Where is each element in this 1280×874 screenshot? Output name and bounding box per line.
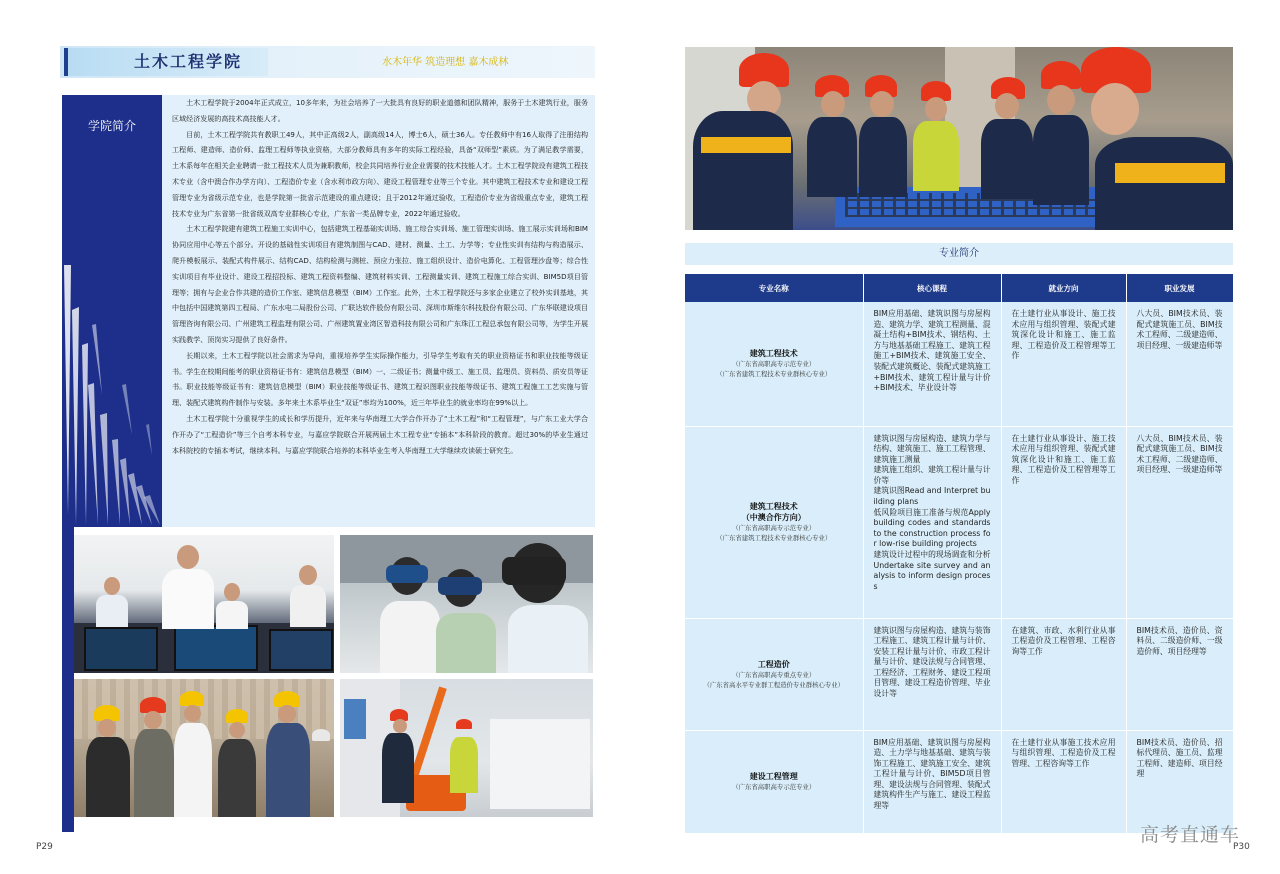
major-name-cell — [685, 730, 863, 833]
column-header: 就业方向 — [1001, 274, 1126, 302]
major-note: （广东省高水平专业群工程造价专业群核心专业） — [703, 680, 845, 689]
major-name: 建筑工程技术 — [749, 502, 798, 511]
major-note: （广东省高职高专示范专业） — [732, 524, 816, 532]
core-courses-cell: 建筑识图与房屋构造、建筑力学与结构、建筑施工、施工工程管理、建筑施工测量 建筑施工组织、建筑工程计量与计价等 建筑识图Read and Interpret building plans 低风险项目施工准备与规范Apply building codes and standards to the construction process for low-rise building projects 建筑设计过程中的现场调查和分析Undertake site survey and analysis to inform design process — [863, 426, 1001, 618]
table-row — [685, 730, 1233, 833]
major-note: （广东省高职高专重点专业） — [732, 670, 816, 679]
motto: 水木年华 筑造理想 嘉木成林 — [382, 57, 509, 68]
major-note: （广东省高职高专示范专业） — [732, 783, 816, 791]
side-panel — [62, 95, 162, 527]
core-courses-cell: 建筑识图与房屋构造、建筑与装饰工程施工、建筑工程计量与计价、安装工程计量与计价、市政工程计量与计价、建设法规与合同管理、工程经济、工程财务、建设工程项目管理、建设工程造价管理、毕业设计等 — [863, 618, 1001, 730]
major-note: （广东省高职高专示范专业） — [732, 360, 816, 369]
career-cell: 八大员、BIM技术员、装配式建筑施工员、BIM技术工程师、二级建造师、项目经理、一级建造师等 — [1126, 426, 1233, 618]
major-name-cell — [685, 426, 863, 618]
table-row — [685, 302, 1233, 426]
career-cell: BIM技术员、造价员、资料员、二级造价师、一级造价师、项目经理等 — [1126, 618, 1233, 730]
page-number: P30 — [1233, 842, 1250, 852]
career-cell: 八大员、BIM技术员、装配式建筑施工员、BIM技术工程师、二级建造师、项目经理、一级建造师等 — [1126, 302, 1233, 426]
major-name: 建设工程管理 — [749, 772, 798, 781]
major-name: 建筑工程技术 — [749, 349, 798, 359]
column-header: 核心课程 — [863, 274, 1001, 302]
intro-paragraph: 土木工程学院十分重视学生的成长和学历提升，近年来与华南理工大学合作开办了“土木工程”和“工程管理”，与广东工业大学合作开办了“工程造价”等三个自考本科专业，与嘉应学院联合开展两届土木工程专业“专插本”本科阶段的教育。超过30%的毕业生通过本科院校的专插本考试，继续本科。与嘉应学院联合培养的本科毕业生考入华南理工大学继续攻读硕士研究生。 — [172, 413, 588, 455]
photo-vr-training — [340, 535, 593, 673]
employment-cell: 在土建行业从事施工技术应用与组织管理、工程造价及工程管理、工程咨询等工作 — [1001, 730, 1126, 833]
hero-photo-workers — [685, 47, 1233, 230]
photo-crane-training — [340, 679, 593, 817]
employment-cell: 在建筑、市政、水利行业从事工程造价及工程管理、工程咨询等工作 — [1001, 618, 1126, 730]
college-title: 土木工程学院 — [133, 52, 242, 71]
employment-cell: 在土建行业从事设计、施工技术应用与组织管理、装配式建筑深化设计和施工、施工监理、工程造价及工程管理等工作 — [1001, 426, 1126, 618]
intro-text — [172, 95, 588, 525]
table-row — [685, 618, 1233, 730]
intro-paragraph: 土木工程学院于2004年正式成立，10多年来，为社会培养了一大批具有良好的职业道德和团队精神，服务于土木建筑行业，服务区域经济发展的高技术高技能人才。 — [172, 98, 588, 123]
major-direction: （中澳合作方向） — [741, 513, 806, 522]
majors-table — [685, 274, 1234, 834]
decorative-ray-graphic — [62, 95, 162, 527]
column-header: 职业发展 — [1126, 274, 1233, 302]
intro-paragraph: 长期以来，土木工程学院以社会需求为导向，重视培养学生实际操作能力，引导学生考取有关的职业资格证书和职业技能等级证书。学生在校期间能考的职业资格证书有：建筑信息模型（BIM）一、二级证书；测量中级工、施工员、监理员、资料员、质安员等证书。职业技能等级证书有：建筑信息模型（BIM）职业技能等级证书、建筑工程识图职业技能等级证书、建筑工程施工工艺实施与管理、装配式建筑构件制作与安装。多年来土木系毕业生“双证”率均为100%，近三年毕业生的就业率均在99%以上。 — [172, 350, 588, 408]
photo-site-visit — [74, 679, 334, 817]
intro-paragraph: 目前，土木工程学院共有教职工49人，其中正高级2人，副高级14人，博士6人，硕士36人。专任教师中有16人取得了注册结构工程师、建造师、造价师、监理工程师等执业资格，大部分教师具有多年的实际工程经验，具备“双师型”素质。为了满足教学需要，土木系每年在相关企业聘请一批工程技术人员为兼职教师，校企共同培养行业企业需要的技术技能人才。土木工程学院设有建筑工程技术专业（含中澳合作办学方向）、工程造价专业（含水利市政方向）、建设工程管理专业等三个专业。其中建筑工程技术专业和建设工程管理专业为省级示范专业，也是学院第一批省示范建设的重点建设；且于2012年通过验收，工程造价专业为省级重点专业，建筑工程技术专业为广东省第一批省级双高专业群核心专业，广东省一类品牌专业，2022年通过验收。 — [172, 129, 588, 218]
employment-cell: 在土建行业从事设计、施工技术应用与组织管理、装配式建筑深化设计和施工、施工监理、工程造价及工程管理等工作 — [1001, 302, 1126, 426]
major-name-cell — [685, 302, 863, 426]
column-header: 专业名称 — [685, 274, 863, 302]
major-note: （广东省建筑工程技术专业群核心专业） — [716, 534, 832, 542]
photo-computer-lab — [74, 535, 334, 673]
career-cell: BIM技术员、造价员、招标代理员、施工员、监理工程师、建造师、项目经理 — [1126, 730, 1233, 833]
table-row — [685, 426, 1233, 618]
core-courses-cell: BIM应用基础、建筑识图与房屋构造、土力学与地基基础、建筑与装饰工程施工、建筑施工安全、建筑工程计量与计价、BIM5D项目管理、建设法规与合同管理、装配式建筑构件生产与施工、建设工程监理等 — [863, 730, 1001, 833]
table-header-row — [685, 274, 1233, 302]
core-courses-cell: BIM应用基础、建筑识图与房屋构造、建筑力学、建筑工程测量、混凝土结构+BIM技术、钢结构、土方与地基基础工程施工、建筑工程施工+BIM技术、建筑施工安全、装配式建筑概论、装配式建筑施工+BIM技术、建筑工程计量与计价+BIM技术、毕业设计等 — [863, 302, 1001, 426]
intro-label: 学院简介 — [87, 119, 136, 133]
section-heading: 专业简介 — [939, 248, 979, 259]
major-name: 工程造价 — [757, 659, 790, 669]
photo-side-strip — [62, 527, 74, 832]
page-number: P29 — [36, 842, 53, 852]
intro-paragraph: 土木工程学院建有建筑工程施工实训中心，包括建筑工程基础实训场、施工综合实训场、施工管理实训场、施工展示实训场和BIM协同应用中心等五个部分。开设的基础性实训项目有建筑制图与CAD、建材、测量、土工、力学等；专业性实训有结构与构造展示、爬升模板展示、装配式构件展示、结构CAD、结构检测与测桩、预应力张拉、施工组织设计、造价电算化、工程管理沙盘等；综合性实训项目有毕业设计、建设工程招投标、建筑工程资料整编、建筑材料实训、工程测量实训、建筑工程施工综合实训、BIM5D项目管理等；拥有与企业合作共建的造价工作室、建筑信息模型（BIM）工作室。此外，土木工程学院还与多家企业建立了校外实训基地，其中包括中国建筑第四工程局、广东水电二局股份公司、广联达软件股份有限公司、深圳市斯维尔科技股份有限公司、广东华联建设项目管理咨询有限公司、广州建筑工程监理有限公司、广州建筑置业湾区智造科技有限公司和广东珠江工程总承包有限公司等，为学生开展实践教学、顶岗实习提供了良好条件。 — [172, 224, 588, 344]
major-note: （广东省建筑工程技术专业群核心专业） — [716, 370, 832, 379]
major-name-cell — [685, 618, 863, 730]
watermark: 高考直通车 — [1140, 824, 1241, 846]
